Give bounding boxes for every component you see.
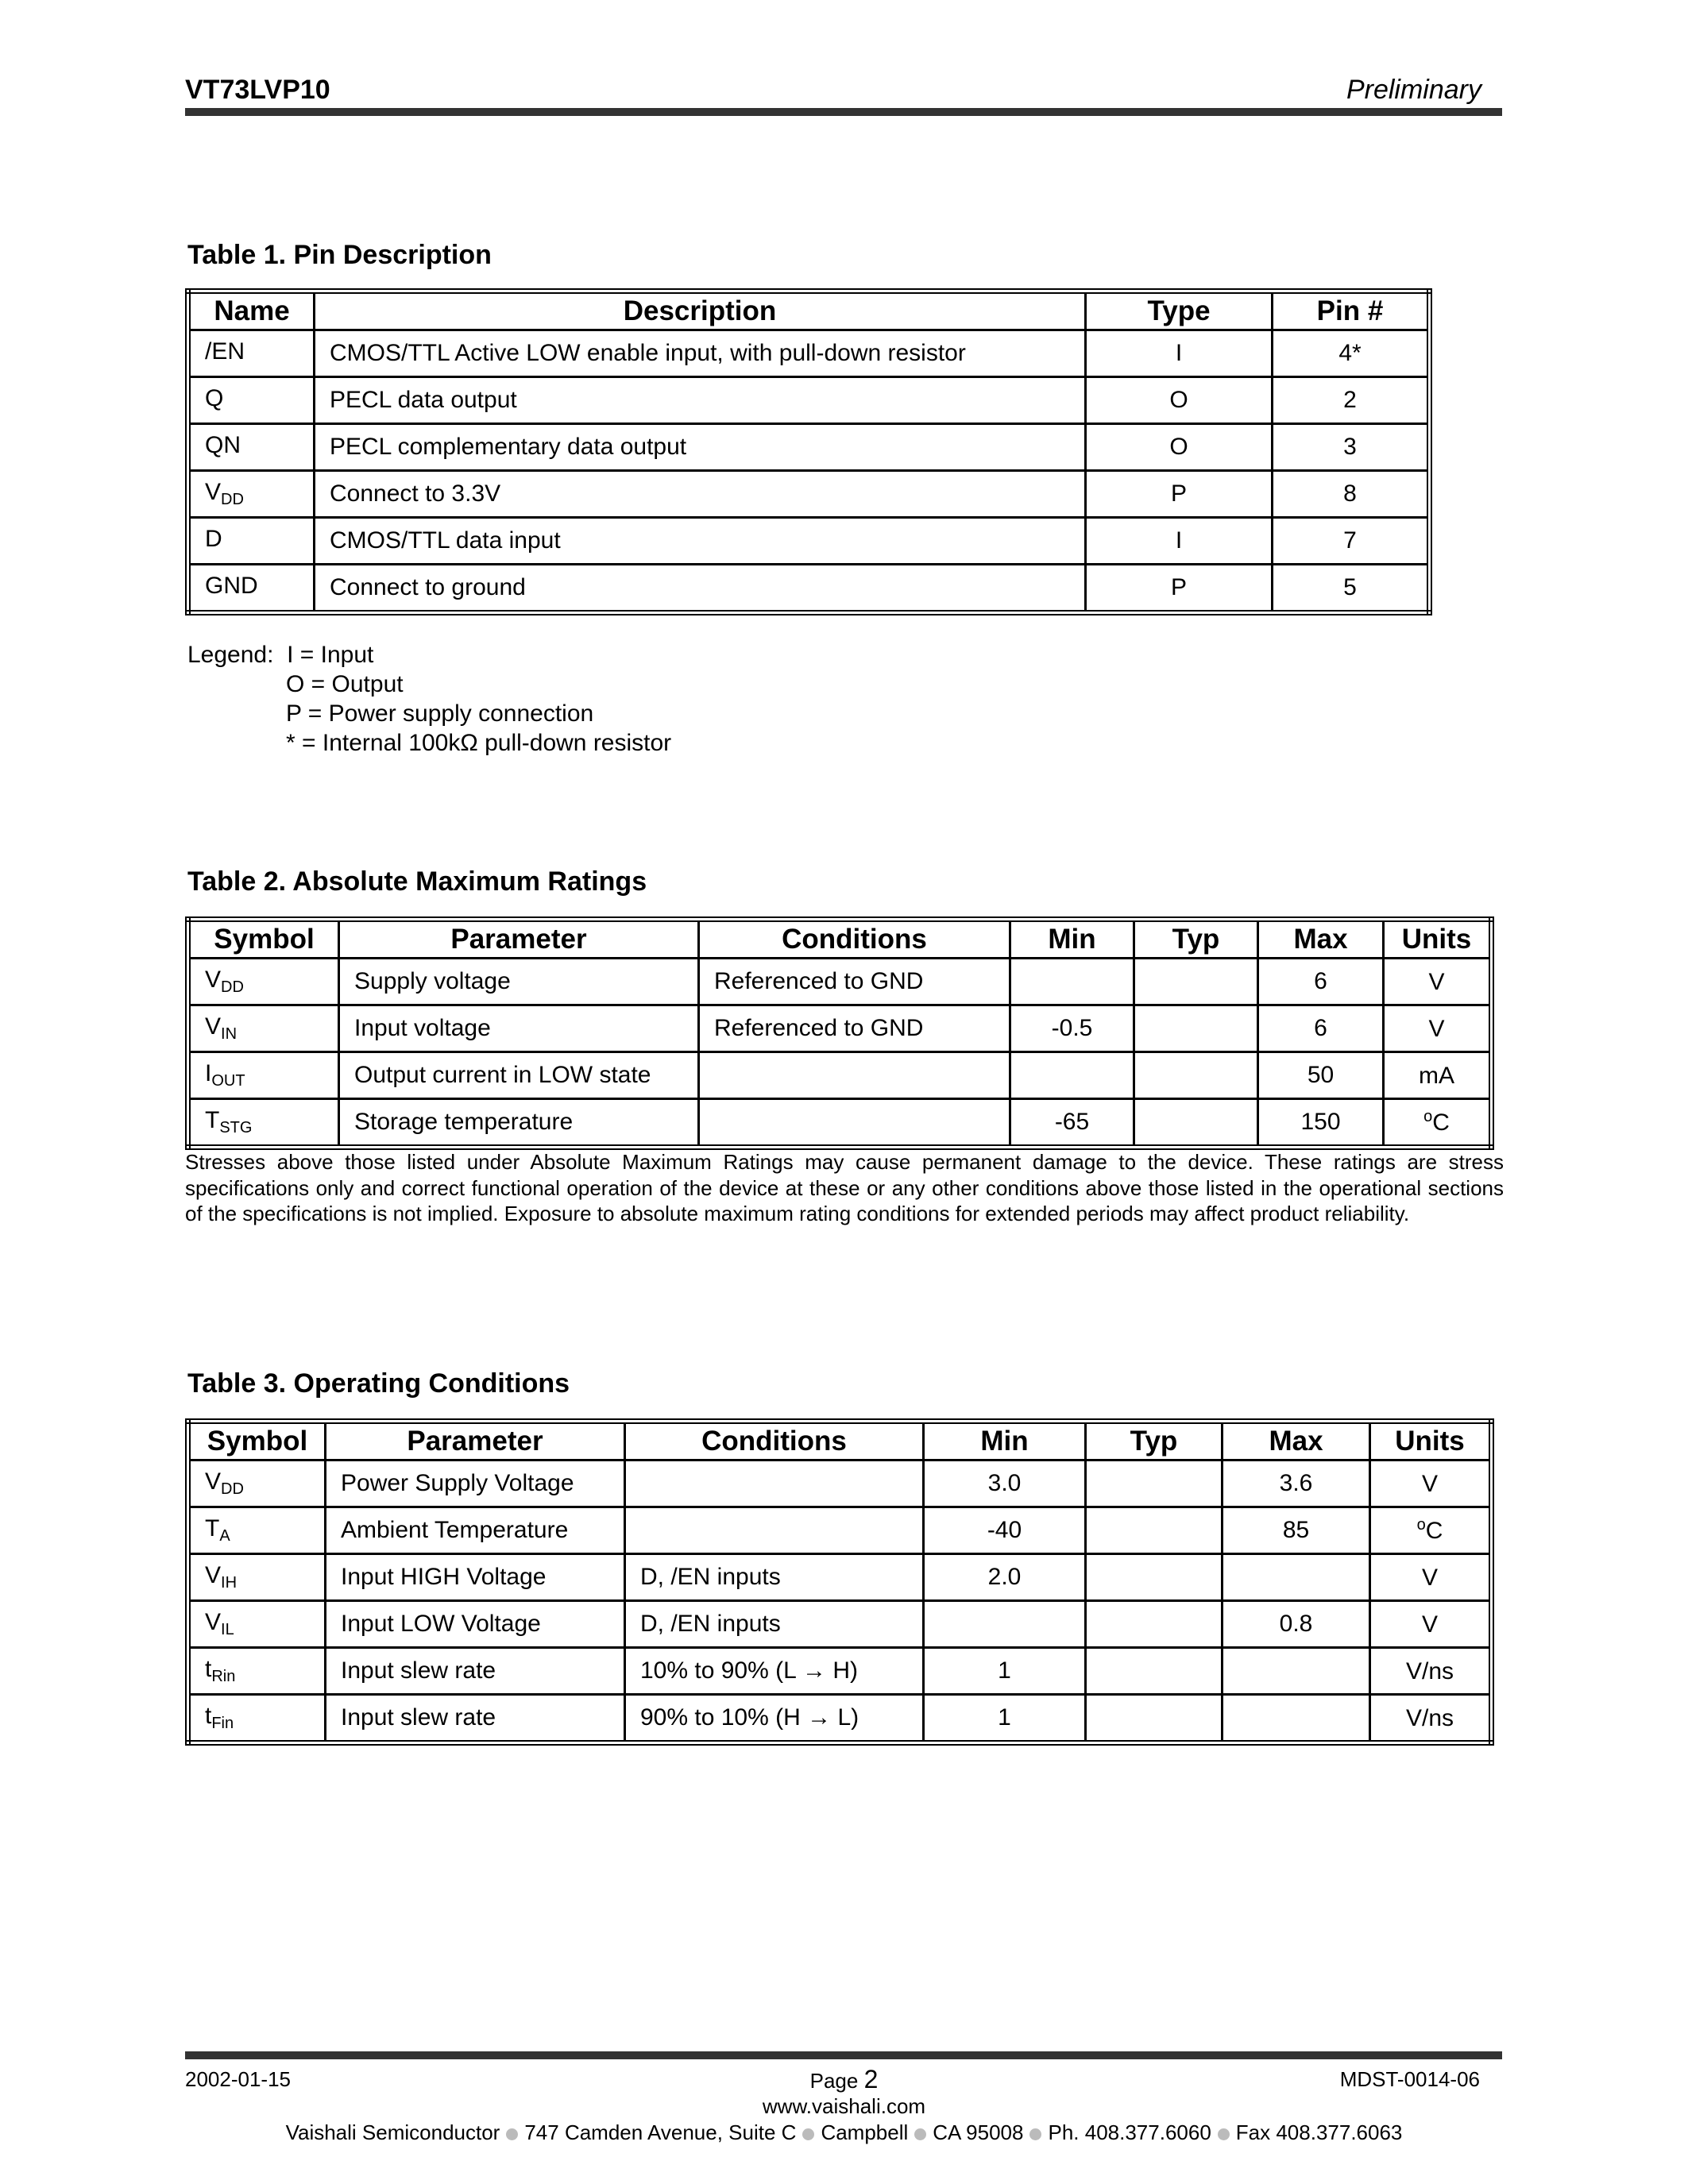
units-text: V/ns <box>1405 1658 1454 1684</box>
conditions <box>625 1507 924 1554</box>
conditions: 10% to 90% (L → H) <box>625 1648 924 1695</box>
parameter: Output current in LOW state <box>339 1052 699 1099</box>
pin-number: 3 <box>1273 424 1430 471</box>
units <box>1384 1099 1492 1148</box>
pin-description-table <box>185 288 1432 615</box>
pin-name <box>188 424 315 471</box>
max-value: 150 <box>1258 1099 1384 1148</box>
col-header: Conditions <box>699 920 1010 959</box>
table3-title: Table 3. Operating Conditions <box>187 1368 570 1399</box>
max-value: 0.8 <box>1223 1601 1370 1648</box>
table-row <box>188 1461 1492 1507</box>
col-header: Name <box>188 291 315 330</box>
pin-description: Connect to 3.3V <box>315 471 1086 518</box>
units <box>1370 1695 1492 1743</box>
symbol-base: T <box>205 1515 220 1542</box>
min-value <box>1010 1052 1134 1099</box>
units-text: C <box>1425 1518 1443 1544</box>
max-value: 85 <box>1223 1507 1370 1554</box>
typ-value <box>1086 1554 1223 1601</box>
symbol-subscript: IN <box>221 1025 238 1043</box>
units <box>1384 959 1492 1005</box>
min-value: 1 <box>924 1648 1086 1695</box>
col-header: Description <box>315 291 1086 330</box>
table1-title: Table 1. Pin Description <box>187 240 492 270</box>
symbol <box>188 1554 326 1601</box>
pin-name <box>188 471 315 518</box>
parameter: Input voltage <box>339 1005 699 1052</box>
col-header: Max <box>1223 1422 1370 1461</box>
symbol-subscript: DD <box>221 1480 244 1498</box>
table-row <box>188 565 1430 613</box>
conditions <box>699 1099 1010 1148</box>
min-value <box>1010 959 1134 1005</box>
parameter: Supply voltage <box>339 959 699 1005</box>
pin-description: CMOS/TTL data input <box>315 518 1086 565</box>
typ-value <box>1134 959 1258 1005</box>
pin-name-base: V <box>205 479 222 505</box>
symbol <box>188 1507 326 1554</box>
address-part: Ph. 408.377.6060 <box>1048 2120 1211 2144</box>
col-header: Symbol <box>188 1422 326 1461</box>
parameter: Input LOW Voltage <box>326 1601 625 1648</box>
conditions: Referenced to GND <box>699 1005 1010 1052</box>
pin-number: 5 <box>1273 565 1430 613</box>
col-header: Typ <box>1134 920 1258 959</box>
address-part: Vaishali Semiconductor <box>285 2120 500 2144</box>
legend-item: P = Power supply connection <box>286 700 594 727</box>
conditions: 90% to 10% (H → L) <box>625 1695 924 1743</box>
col-header: Parameter <box>326 1422 625 1461</box>
parameter: Ambient Temperature <box>326 1507 625 1554</box>
bullet-icon <box>506 2128 518 2140</box>
document-status: Preliminary <box>1346 75 1481 105</box>
units-text: V <box>1428 1016 1445 1042</box>
pin-number: 8 <box>1273 471 1430 518</box>
address-part: Campbell <box>821 2120 909 2144</box>
units <box>1370 1648 1492 1695</box>
min-value: -40 <box>924 1507 1086 1554</box>
symbol-base: V <box>205 1562 222 1588</box>
table-row <box>188 1695 1492 1743</box>
symbol-base: t <box>205 1656 212 1682</box>
typ-value <box>1086 1507 1223 1554</box>
ratings-note: Stresses above those listed under Absolute Maximum Ratings may cause permanent damage to the device. These ratings are stress specifications only and correct functional operation of the device at these or any other conditions above those listed in the operational sections of the specifications is not implied. Exposure to absolute maximum rating conditions for extended periods may affect product reliability. <box>185 1150 1504 1225</box>
footer-date: 2002-01-15 <box>185 2067 291 2091</box>
symbol <box>188 1052 339 1099</box>
pin-description: CMOS/TTL Active LOW enable input, with pull-down resistor <box>315 330 1086 377</box>
table2-title: Table 2. Absolute Maximum Ratings <box>187 866 647 897</box>
table-row <box>188 471 1430 518</box>
symbol-base: V <box>205 1609 222 1635</box>
units-superscript: o <box>1416 1516 1426 1534</box>
document-id: VT73LVP10 <box>185 75 330 105</box>
bullet-icon <box>1218 2128 1230 2140</box>
symbol-base: I <box>205 1060 212 1086</box>
parameter: Input slew rate <box>326 1648 625 1695</box>
max-value <box>1223 1554 1370 1601</box>
typ-value <box>1086 1461 1223 1507</box>
conditions <box>625 1461 924 1507</box>
address-part: Fax 408.377.6063 <box>1235 2120 1403 2144</box>
parameter: Power Supply Voltage <box>326 1461 625 1507</box>
parameter: Input slew rate <box>326 1695 625 1743</box>
legend-item: O = Output <box>286 671 404 697</box>
col-header: Symbol <box>188 920 339 959</box>
symbol <box>188 1695 326 1743</box>
units <box>1370 1507 1492 1554</box>
footer-address <box>0 2120 1688 2145</box>
table-row <box>188 518 1430 565</box>
pin-name <box>188 565 315 613</box>
footer-doc-number: MDST-0014-06 <box>1339 2067 1480 2091</box>
footer-rule <box>185 2051 1502 2059</box>
pin-type: P <box>1086 471 1273 518</box>
pin-name-base: GND <box>205 573 258 599</box>
typ-value <box>1086 1601 1223 1648</box>
max-value: 50 <box>1258 1052 1384 1099</box>
conditions: D, /EN inputs <box>625 1601 924 1648</box>
legend-label: Legend: <box>187 642 274 668</box>
units-text: V <box>1421 1565 1438 1591</box>
typ-value <box>1134 1052 1258 1099</box>
legend-item: I = Input <box>287 642 374 668</box>
parameter: Input HIGH Voltage <box>326 1554 625 1601</box>
table-row <box>188 959 1492 1005</box>
bullet-icon <box>914 2128 926 2140</box>
col-header: Min <box>1010 920 1134 959</box>
symbol-base: V <box>205 1468 222 1495</box>
symbol <box>188 959 339 1005</box>
table-row <box>188 1507 1492 1554</box>
table-row <box>188 1052 1492 1099</box>
footer-website[interactable]: www.vaishali.com <box>762 2094 926 2118</box>
table-row <box>188 377 1430 424</box>
conditions: Referenced to GND <box>699 959 1010 1005</box>
min-value: 2.0 <box>924 1554 1086 1601</box>
units-text: V <box>1428 969 1445 995</box>
pin-name <box>188 377 315 424</box>
units <box>1370 1554 1492 1601</box>
max-value: 6 <box>1258 959 1384 1005</box>
absolute-max-ratings-table <box>185 916 1494 1150</box>
address-part: 747 Camden Avenue, Suite C <box>524 2120 797 2144</box>
symbol-subscript: Rin <box>211 1668 236 1685</box>
page-label: Page <box>809 2069 859 2093</box>
symbol-subscript: IH <box>221 1574 238 1592</box>
col-header: Min <box>924 1422 1086 1461</box>
pin-type: O <box>1086 424 1273 471</box>
col-header: Typ <box>1086 1422 1223 1461</box>
bullet-icon <box>802 2128 814 2140</box>
table-row <box>188 330 1430 377</box>
max-value <box>1223 1648 1370 1695</box>
pin-number: 7 <box>1273 518 1430 565</box>
pin-name-base: /EN <box>205 338 245 365</box>
pin-type: P <box>1086 565 1273 613</box>
min-value: -0.5 <box>1010 1005 1134 1052</box>
conditions <box>699 1052 1010 1099</box>
symbol-subscript: STG <box>219 1119 253 1136</box>
col-header: Parameter <box>339 920 699 959</box>
table-row <box>188 1099 1492 1148</box>
header-rule <box>185 108 1502 116</box>
pin-name-base: Q <box>205 385 224 411</box>
typ-value <box>1134 1099 1258 1148</box>
symbol-subscript: DD <box>221 978 244 996</box>
pin-name-subscript: DD <box>221 491 244 508</box>
pin-name-base: D <box>205 526 222 552</box>
operating-conditions-table <box>185 1418 1494 1746</box>
units <box>1384 1005 1492 1052</box>
col-header: Units <box>1384 920 1492 959</box>
symbol-base: V <box>205 967 222 993</box>
bullet-icon <box>1029 2128 1041 2140</box>
symbol-subscript: IL <box>221 1621 234 1638</box>
min-value: 1 <box>924 1695 1086 1743</box>
units-text: V/ns <box>1405 1705 1454 1731</box>
max-value: 6 <box>1258 1005 1384 1052</box>
symbol-subscript: Fin <box>211 1715 234 1732</box>
symbol-subscript: A <box>219 1527 230 1545</box>
typ-value <box>1086 1648 1223 1695</box>
legend <box>187 640 671 758</box>
pin-type: I <box>1086 518 1273 565</box>
parameter: Storage temperature <box>339 1099 699 1148</box>
table-row <box>188 424 1430 471</box>
pin-description: PECL complementary data output <box>315 424 1086 471</box>
symbol-base: T <box>205 1107 220 1133</box>
col-header: Units <box>1370 1422 1492 1461</box>
page-number: 2 <box>863 2065 879 2093</box>
min-value: 3.0 <box>924 1461 1086 1507</box>
pin-number: 4* <box>1273 330 1430 377</box>
pin-name-base: QN <box>205 432 241 458</box>
max-value <box>1223 1695 1370 1743</box>
pin-name <box>188 518 315 565</box>
pin-type: I <box>1086 330 1273 377</box>
table-row <box>188 1554 1492 1601</box>
units-text: mA <box>1419 1063 1454 1089</box>
min-value: -65 <box>1010 1099 1134 1148</box>
pin-description: PECL data output <box>315 377 1086 424</box>
units <box>1384 1052 1492 1099</box>
min-value <box>924 1601 1086 1648</box>
units-text: V <box>1421 1471 1438 1497</box>
conditions: D, /EN inputs <box>625 1554 924 1601</box>
col-header: Pin # <box>1273 291 1430 330</box>
legend-item: * = Internal 100kΩ pull-down resistor <box>286 730 672 756</box>
units <box>1370 1601 1492 1648</box>
symbol <box>188 1005 339 1052</box>
typ-value <box>1134 1005 1258 1052</box>
pin-name <box>188 330 315 377</box>
symbol <box>188 1601 326 1648</box>
pin-description: Connect to ground <box>315 565 1086 613</box>
col-header: Max <box>1258 920 1384 959</box>
symbol-subscript: OUT <box>211 1072 245 1090</box>
max-value: 3.6 <box>1223 1461 1370 1507</box>
symbol-base: V <box>205 1013 222 1040</box>
units-text: C <box>1432 1109 1450 1136</box>
address-part: CA 95008 <box>933 2120 1024 2144</box>
typ-value <box>1086 1695 1223 1743</box>
units <box>1370 1461 1492 1507</box>
symbol <box>188 1648 326 1695</box>
pin-type: O <box>1086 377 1273 424</box>
col-header: Type <box>1086 291 1273 330</box>
symbol-base: t <box>205 1703 212 1729</box>
symbol <box>188 1099 339 1148</box>
pin-number: 2 <box>1273 377 1430 424</box>
col-header: Conditions <box>625 1422 924 1461</box>
units-superscript: o <box>1423 1108 1433 1125</box>
table-row <box>188 1005 1492 1052</box>
table-row <box>188 1648 1492 1695</box>
symbol <box>188 1461 326 1507</box>
units-text: V <box>1421 1611 1438 1638</box>
table-row <box>188 1601 1492 1648</box>
